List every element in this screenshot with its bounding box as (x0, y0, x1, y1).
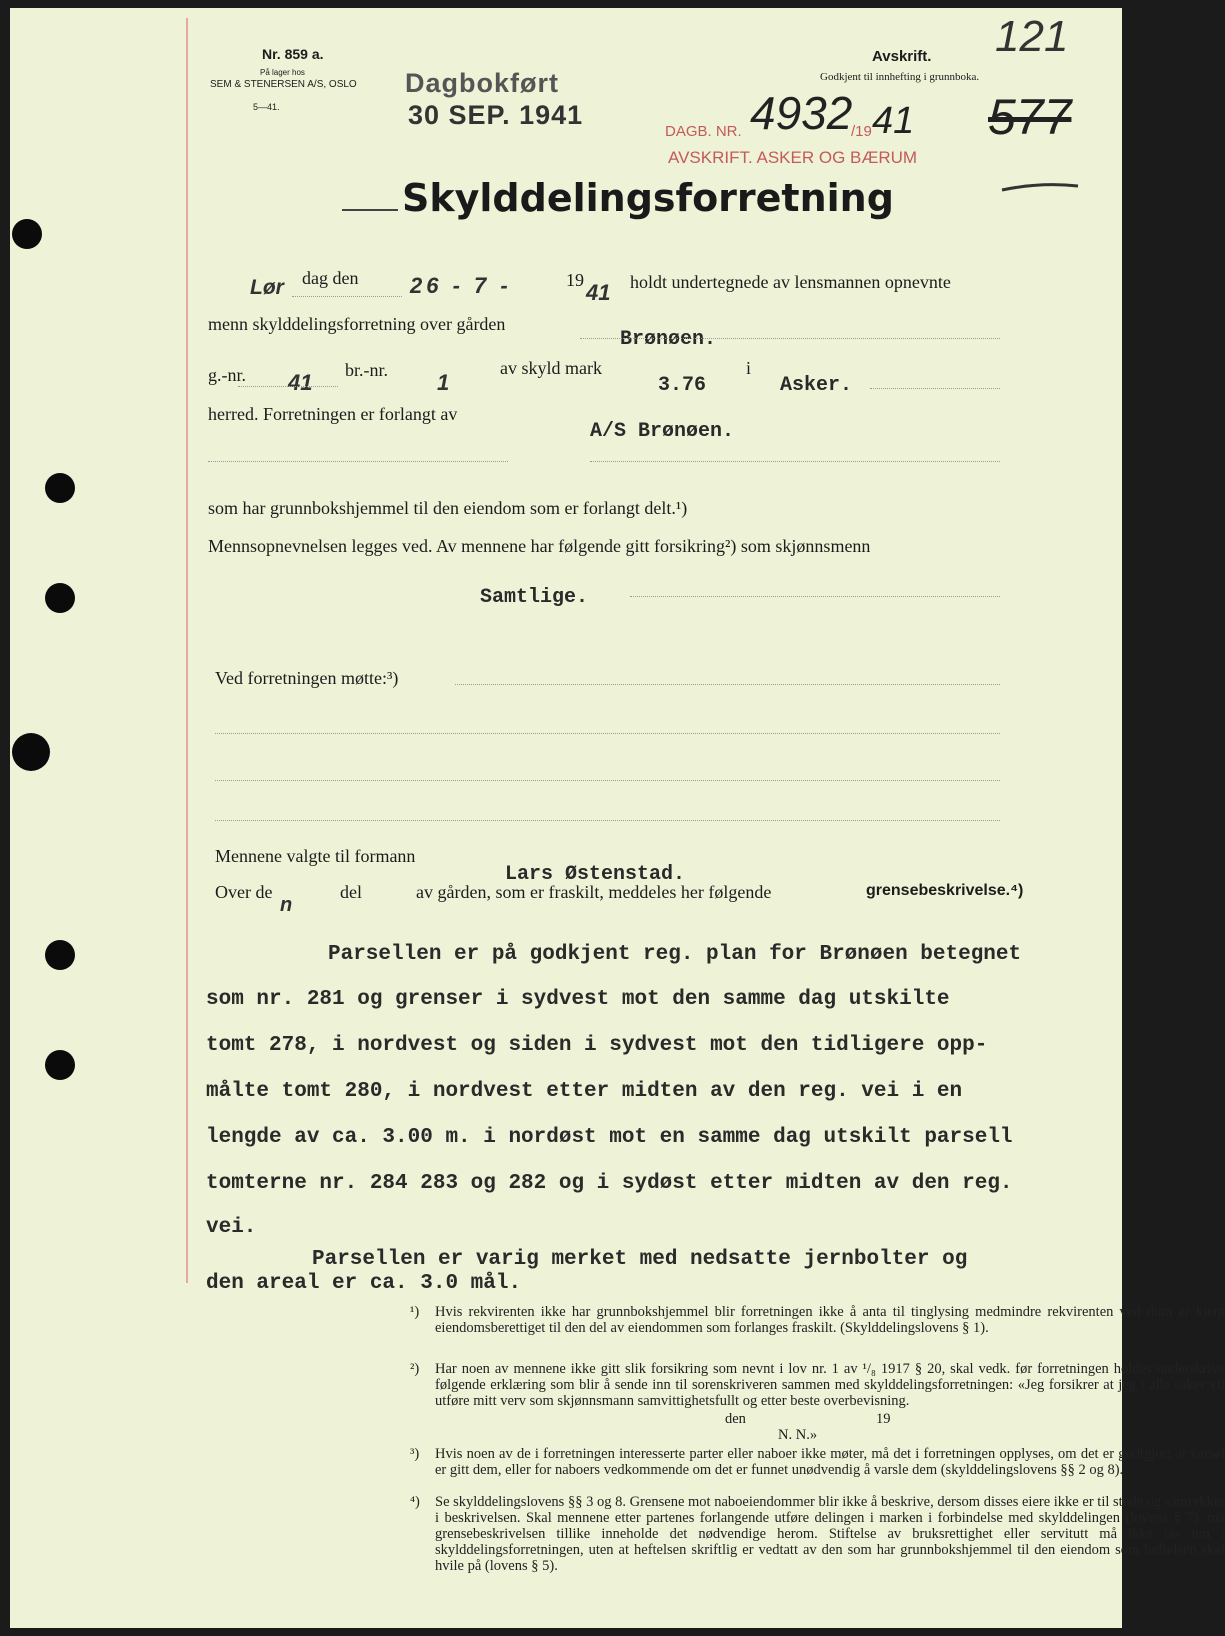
holdt-text: holdt undertegnede av lensmannen opnevnte (630, 272, 951, 292)
godkjent-label: Godkjent til innhefting i grunnboka. (820, 71, 980, 83)
dotted-line (215, 733, 1000, 734)
dag-den-label: dag den (302, 268, 359, 288)
year-prefix: 19 (566, 270, 584, 290)
farm-name: Brønøen. (620, 328, 717, 351)
dagb-nr-label: DAGB. NR. (665, 123, 742, 140)
footnote2-year: 19 (876, 1411, 891, 1427)
n-letter: n (280, 894, 293, 916)
ref-number: 577 (988, 89, 1072, 145)
dagbokfort-stamp-date: 30 SEP. 1941 (408, 100, 584, 130)
motte-label: Ved forretningen møtte:³) (215, 668, 399, 688)
grense-text: av gården, som er fraskilt, meddeles her følgende (416, 882, 772, 902)
brnr-label: br.-nr. (345, 360, 388, 380)
corner-number: 121 (995, 12, 1069, 61)
dotted-line (590, 461, 1000, 462)
brnr-value: 1 (437, 370, 450, 395)
title-lead-dash (340, 206, 400, 214)
dotted-line (215, 820, 1000, 821)
handwritten-strike (1000, 178, 1080, 198)
gnr-label: g.-nr. (208, 365, 246, 385)
page-title: Skylddelingsforretning (402, 176, 894, 220)
document-page (10, 8, 1225, 1628)
weekday: Lør (250, 276, 284, 299)
margin-rule (186, 18, 188, 1283)
menn-text: menn skylddelingsforretning over gården (208, 314, 506, 334)
dagb-nr-year-prefix: /19 (851, 123, 872, 140)
footnote-text: Har noen av mennene ikke gitt slik forsikring som nevnt i lov nr. 1 av ¹/₈ 1917 § 20, skal vedk. før forretningen holdes underskrive følgende erklæring som blir å sende inn til sorenskriveren sammen med skylddelingsforretningen: «Jeg forsikrer at jeg i alle saker vil utføre mitt verv som skjønnsmann samvittighetsfullt og etter beste overbevisning. (435, 1361, 1225, 1409)
publisher-line2: SEM & STENERSEN A/S, OSLO (210, 79, 357, 90)
punch-hole (45, 940, 75, 970)
dotted-line (215, 780, 1000, 781)
punch-hole (12, 219, 42, 249)
footnote2-nn: N. N.» (778, 1427, 818, 1443)
formann-value: Lars Østenstad. (505, 863, 686, 886)
i-label: i (746, 358, 752, 378)
formann-label: Mennene valgte til formann (215, 846, 416, 866)
avskrift-asker-stamp: AVSKRIFT. ASKER OG BÆRUM (668, 148, 918, 167)
dagbokfort-stamp-label: Dagbokført (405, 68, 559, 98)
description-line: tomt 278, i nordvest og siden i sydvest mot den tidligere opp- (206, 1034, 988, 1057)
description-line: lengde av ca. 3.00 m. i nordøst mot en samme dag utskilt parsell (206, 1126, 1013, 1149)
grunnbok-text: som har grunnbokshjemmel til den eiendom som er forlangt delt.¹) (208, 498, 688, 518)
description-line: tomterne nr. 284 283 og 282 og i sydøst etter midten av den reg. (206, 1172, 1013, 1195)
dotted-line (870, 388, 1000, 389)
dotted-line (292, 296, 402, 297)
description-line: som nr. 281 og grenser i sydvest mot den samme dag utskilte (206, 988, 950, 1011)
dotted-line (238, 386, 338, 387)
requester: A/S Brønøen. (590, 420, 735, 443)
dotted-line (455, 684, 1000, 685)
punch-hole (45, 473, 75, 503)
dotted-line (630, 596, 1000, 597)
description-line: den areal er ca. 3.0 mål. (206, 1272, 522, 1295)
skjonnsmenn-value: Samtlige. (480, 586, 589, 609)
gnr-value: 41 (288, 370, 313, 395)
publisher-date: 5—41. (253, 102, 280, 112)
punch-hole (45, 583, 75, 613)
date-value: 26 - 7 - (410, 273, 512, 298)
menns-text: Mennsopnevnelsen legges ved. Av mennene har følgende gitt forsikring²) som skjønnsmenn (208, 536, 871, 556)
footnote-number: ⁴) (410, 1494, 420, 1510)
herred-text: herred. Forretningen er forlangt av (208, 404, 458, 424)
punch-hole (45, 1050, 75, 1080)
footnote-number: ²) (410, 1361, 420, 1377)
dagb-nr-value: 4932 (750, 87, 853, 139)
footnote-text: Se skylddelingslovens §§ 3 og 8. Grensene mot naboeiendommer blir ikke å beskrive, dersom disses eiere ikke er til stede og samtykker i beskrivelsen. Skal mennene etter partenes forlangende utføre delingen i marken i forbindelse med skylddelingen (lovens § 7), må grensebeskrivelsen tillike inneholde det nødvendige herom. Stiftelse av bruksrettighet eller servitutt må ikke tas inn i skylddelingsforretningen, uten at heftelsen skriftlig er vedtatt av den som har grunnbokshjemmel til den eiendom som heftelsen skal hvile på (lovens § 5). (435, 1494, 1225, 1574)
dotted-line (580, 338, 1000, 339)
punch-hole (12, 733, 50, 771)
footnote2-den: den (725, 1411, 746, 1427)
description-line: Parsellen er på godkjent reg. plan for Brønøen betegnet (328, 943, 1022, 966)
description-line: Parsellen er varig merket med nedsatte jernbolter og (312, 1248, 968, 1271)
description-line: målte tomt 280, i nordvest etter midten av den reg. vei i en (206, 1080, 963, 1103)
footnote-number: ³) (410, 1446, 420, 1462)
description-line: vei. (206, 1216, 257, 1239)
footnote-text: Hvis rekvirenten ikke har grunnbokshjemmel blir forretningen ikke å anta til tinglysing medmindre rekvirenten ved dom er kjent eiendomsberettiget til den del av eiendommen som forlanges fraskilt. (Skylddelingslovens § 1). (435, 1304, 1225, 1336)
municipality: Asker. (780, 374, 853, 397)
form-number: Nr. 859 a. (262, 46, 324, 62)
over-den-label: Over de (215, 882, 273, 902)
footnote-number: ¹) (410, 1304, 420, 1320)
year-value: 41 (586, 280, 611, 305)
grense-bold: grensebeskrivelse.⁴) (866, 882, 1024, 899)
dotted-line (208, 461, 508, 462)
avskrift-label: Avskrift. (872, 48, 932, 65)
dagb-nr-year: 41 (872, 100, 915, 142)
del-label: del (340, 882, 362, 902)
footnote-text: Hvis noen av de i forretningen interesserte parter eller naboer ikke møter, må det i forretningen opplyses, om det er godtgjort at varsel er gitt dem, eller for naboers vedkommende om det er funnet unødvendig å varsle dem (skylddelingslovens §§ 2 og 8). (435, 1446, 1225, 1478)
skyld-label: av skyld mark (500, 358, 602, 378)
publisher-line1: På lager hos (260, 68, 305, 77)
skyld-value: 3.76 (658, 374, 707, 397)
